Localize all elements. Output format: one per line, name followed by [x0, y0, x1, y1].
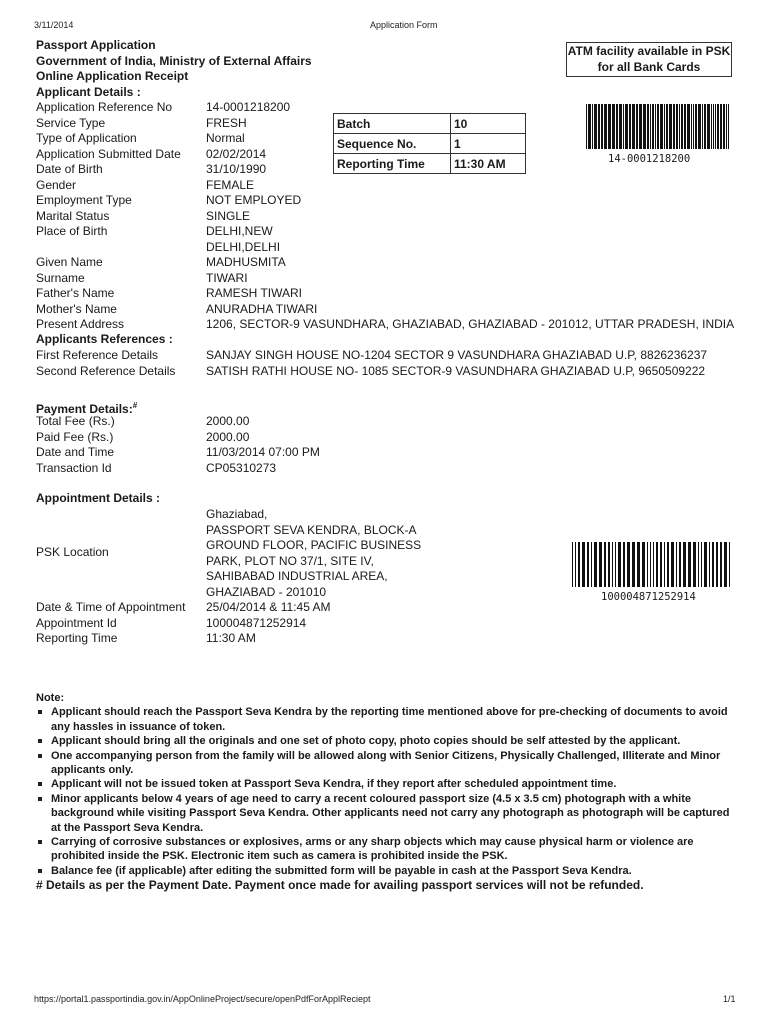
barcode-bar [647, 542, 648, 587]
barcode-bar [608, 542, 610, 587]
notes-section [36, 691, 736, 893]
barcode-bar [632, 104, 635, 149]
barcode-bar [616, 104, 618, 149]
barcode-bar [688, 542, 691, 587]
field-value: 11/03/2014 07:00 PM [206, 445, 320, 459]
barcode-bar [636, 104, 638, 149]
psk-address-line: GHAZIABAD - 201010 [206, 584, 327, 599]
field-label: Total Fee (Rs.) [36, 414, 115, 428]
barcode-bar [599, 542, 602, 587]
barcode-bar [660, 104, 663, 149]
batch-table [333, 113, 526, 174]
barcode-bar [653, 542, 654, 587]
batch-value: 10 [451, 114, 526, 134]
field-label: First Reference Details [36, 348, 159, 362]
field-label: Transaction Id [36, 460, 112, 475]
note-item: Balance fee (if applicable) after editing the submitted form will be payable in cash at the Passport Seva Kendra. [36, 864, 736, 878]
barcode-bar [728, 104, 729, 149]
references-heading: Applicants References : [36, 332, 173, 346]
barcode-bar [643, 104, 646, 149]
barcode-bar [639, 104, 642, 149]
barcode-bar [594, 542, 597, 587]
field-value: SATISH RATHI HOUSE NO- 1085 SECTOR-9 VASUNDHARA GHAZIABAD U.P, 9650509222 [206, 363, 706, 378]
barcode-bar [587, 542, 589, 587]
notes-title: Note: [36, 692, 65, 704]
field-value: NOT EMPLOYED [206, 193, 302, 207]
barcode-bar [582, 542, 585, 587]
barcode-bar [673, 104, 675, 149]
barcode-bar [604, 542, 606, 587]
barcode-bar [660, 542, 662, 587]
field-value: 11:30 AM [206, 631, 256, 645]
barcode-bar [612, 542, 613, 587]
field-label: Surname [36, 270, 85, 285]
barcode-bar [720, 542, 722, 587]
field-label: Service Type [36, 115, 106, 130]
barcode-bar [586, 104, 587, 149]
appointment-barcode [572, 542, 732, 587]
field-value: DELHI,DELHI [206, 239, 281, 254]
field-value: 31/10/1990 [206, 162, 267, 176]
barcode-bar [625, 104, 628, 149]
barcode-bar [664, 542, 665, 587]
barcode-bar [704, 542, 707, 587]
field-value: 2000.00 [206, 429, 250, 444]
field-value: SINGLE [206, 208, 251, 223]
sequence-label: Sequence No. [334, 134, 451, 154]
payment-footnote-mark: # [132, 401, 138, 410]
field-label: Marital Status [36, 208, 110, 223]
barcode-bar [629, 104, 631, 149]
barcode-bar [671, 542, 674, 587]
field-label: Date & Time of Appointment [36, 600, 186, 614]
field-value: 14-0001218200 [206, 100, 291, 114]
note-item: Applicant should reach the Passport Seva Kendra by the reporting time mentioned above for pre-checking of documents to avoid any hassles in issuance of token. [36, 705, 736, 734]
field-value: 2000.00 [206, 414, 250, 428]
field-label: Mother's Name [36, 301, 117, 316]
field-label: Appointment Id [36, 615, 117, 630]
field-label: Reporting Time [36, 631, 118, 645]
barcode-bar [591, 542, 592, 587]
barcode-bar [676, 542, 677, 587]
barcode-bar [655, 104, 656, 149]
barcode-bar [679, 542, 681, 587]
reporting-time-label: Reporting Time [334, 154, 451, 174]
application-barcode [586, 104, 731, 149]
barcode-bar [687, 104, 690, 149]
barcode-bar [608, 104, 611, 149]
field-label: Given Name [36, 255, 103, 269]
field-label: Date of Birth [36, 162, 103, 176]
barcode-bar [698, 104, 701, 149]
field-label: Gender [36, 177, 77, 192]
doc-title: Passport Application [36, 38, 156, 52]
barcode-bar [691, 104, 692, 149]
batch-label: Batch [334, 114, 451, 134]
barcode-bar [693, 104, 694, 149]
field-value: ANURADHA TIWARI [206, 301, 318, 316]
barcode-bar [712, 542, 714, 587]
psk-address-line: GROUND FLOOR, PACIFIC BUSINESS [206, 538, 422, 552]
barcode-bar [723, 104, 725, 149]
field-value: FRESH [206, 115, 247, 130]
barcode-bar [647, 104, 649, 149]
barcode-bar [702, 104, 703, 149]
barcode-bar [623, 104, 624, 149]
barcode-bar [612, 104, 615, 149]
application-barcode-number: 14-0001218200 [608, 153, 691, 165]
barcode-bar [572, 542, 573, 587]
note-item: One accompanying person from the family will be allowed along with Senior Citizens, Physically Challenged, Illiterate and Minor applicants only. [36, 749, 736, 778]
applicant-details-heading: Applicant Details : [36, 84, 141, 99]
field-label: Type of Application [36, 131, 137, 145]
barcode-bar [657, 104, 659, 149]
field-value: MADHUSMITA [206, 255, 286, 269]
field-value: 1206, SECTOR-9 VASUNDHARA, GHAZIABAD, GHAZIABAD - 201012, UTTAR PRADESH, INDIA [206, 317, 735, 331]
field-value: Normal [206, 131, 245, 145]
barcode-bar [604, 104, 607, 149]
notes-list [36, 705, 736, 878]
field-label: Father's Name [36, 286, 115, 300]
barcode-bar [650, 104, 651, 149]
print-title: Application Form [370, 20, 438, 30]
barcode-bar [698, 542, 699, 587]
psk-location-label: PSK Location [36, 545, 109, 559]
note-item: Carrying of corrosive substances or explosives, arms or any sharp objects which may cause physical harm or violence are prohibited inside the PSK. Electronic item such as camera is prohibited inside the PSK. [36, 835, 736, 864]
payment-heading-text: Payment Details: [36, 402, 133, 416]
print-date: 3/11/2014 [34, 20, 74, 30]
barcode-bar [666, 104, 668, 149]
barcode-bar [695, 104, 697, 149]
barcode-bar [683, 542, 686, 587]
barcode-bar [729, 542, 730, 587]
barcode-bar [704, 104, 706, 149]
barcode-bar [598, 104, 600, 149]
barcode-bar [716, 542, 718, 587]
reporting-time-value: 11:30 AM [451, 154, 526, 174]
barcode-bar [623, 542, 625, 587]
psk-address-line: Ghaziabad, [206, 507, 268, 521]
barcode-bar [656, 542, 658, 587]
barcode-bar [642, 542, 645, 587]
barcode-bar [594, 104, 597, 149]
page-number: 1/1 [723, 994, 736, 1004]
barcode-bar [676, 104, 678, 149]
field-label: Employment Type [36, 193, 132, 207]
barcode-bar [637, 542, 640, 587]
barcode-bar [707, 104, 710, 149]
appointment-barcode-number: 100004871252914 [601, 591, 696, 603]
barcode-bar [664, 104, 665, 149]
barcode-bar [618, 542, 621, 587]
field-value: TIWARI [206, 270, 248, 285]
barcode-bar [632, 542, 635, 587]
field-value: 02/02/2014 [206, 146, 267, 161]
barcode-bar [715, 104, 716, 149]
field-value: DELHI,NEW [206, 224, 273, 238]
note-item: Minor applicants below 4 years of age need to carry a recent coloured passport size (4.5 x 3.5 cm) photograph with a white background while visiting Passport Seva Kendra. Other applicants need not carry any photograph as photograph will be captured at the Passport Seva Kendra. [36, 792, 736, 835]
field-label: Second Reference Details [36, 363, 176, 378]
field-label: Date and Time [36, 445, 115, 459]
field-value: CP05310273 [206, 460, 277, 475]
field-label: Present Address [36, 317, 125, 331]
field-value: SANJAY SINGH HOUSE NO-1204 SECTOR 9 VASUNDHARA GHAZIABAD U.P, 8826236237 [206, 348, 708, 362]
barcode-bar [615, 542, 616, 587]
barcode-bar [619, 104, 622, 149]
barcode-bar [709, 542, 710, 587]
barcode-bar [652, 104, 654, 149]
barcode-bar [713, 104, 714, 149]
psk-address-line: PASSPORT SEVA KENDRA, BLOCK-A [206, 522, 417, 537]
barcode-bar [669, 104, 672, 149]
barcode-bar [726, 104, 727, 149]
barcode-bar [650, 542, 651, 587]
psk-address-line: PARK, PLOT NO 37/1, SITE IV, [206, 553, 374, 568]
barcode-bar [575, 542, 576, 587]
field-value: FEMALE [206, 177, 255, 192]
barcode-bar [601, 104, 603, 149]
note-item: Applicant should bring all the originals and one set of photo copy, photo copies should be self attested by the applicant. [36, 734, 736, 748]
appointment-heading: Appointment Details : [36, 491, 161, 505]
barcode-bar [693, 542, 696, 587]
field-label: Place of Birth [36, 224, 108, 238]
barcode-bar [578, 542, 580, 587]
field-value: 25/04/2014 & 11:45 AM [206, 600, 331, 614]
atm-notice-box: ATM facility available in PSK for all Bank Cards [566, 42, 732, 77]
field-label: Paid Fee (Rs.) [36, 429, 114, 444]
barcode-bar [720, 104, 722, 149]
field-label: Application Reference No [36, 100, 173, 114]
barcode-bar [679, 104, 680, 149]
barcode-bar [627, 542, 630, 587]
barcode-bar [711, 104, 712, 149]
field-value: RAMESH TIWARI [206, 286, 303, 300]
barcode-bar [681, 104, 683, 149]
sequence-value: 1 [451, 134, 526, 154]
field-label: Application Submitted Date [36, 146, 181, 161]
psk-address-line: SAHIBABAD INDUSTRIAL AREA, [206, 569, 388, 583]
doc-ministry: Government of India, Ministry of External Affairs [36, 53, 312, 68]
field-value: 100004871252914 [206, 615, 307, 630]
refund-footnote: # Details as per the Payment Date. Payment once made for availing passport services will not be refunded. [36, 878, 644, 893]
barcode-bar [588, 104, 591, 149]
barcode-bar [684, 104, 686, 149]
page-url: https://portal1.passportindia.gov.in/AppOnlineProject/secure/openPdfForApplReciept [34, 994, 371, 1004]
note-item: Applicant will not be issued token at Passport Seva Kendra, if they report after scheduled appointment time. [36, 777, 736, 791]
doc-receipt: Online Application Receipt [36, 69, 189, 83]
barcode-bar [717, 104, 719, 149]
barcode-bar [724, 542, 727, 587]
barcode-bar [592, 104, 593, 149]
barcode-bar [667, 542, 669, 587]
barcode-bar [701, 542, 702, 587]
